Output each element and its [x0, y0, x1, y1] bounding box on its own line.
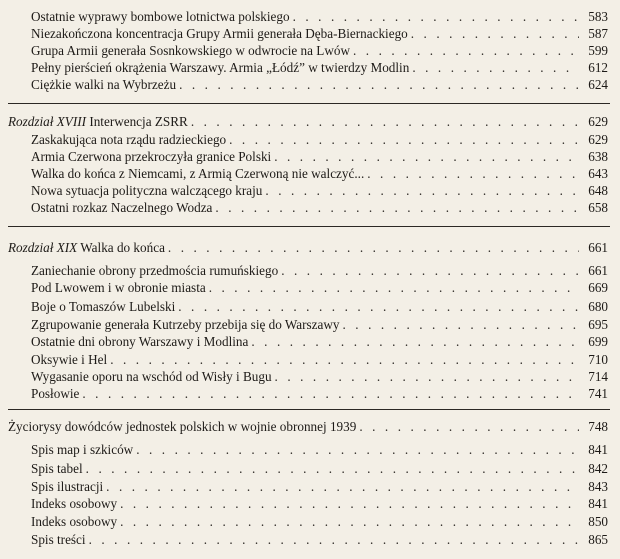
- entry-title: Walka do końca z Niemcami, z Armią Czerwoną nie walczyć...: [31, 165, 367, 182]
- entry-page: 669: [588, 280, 608, 295]
- toc-entry: [0, 460, 620, 477]
- toc-entry: [0, 165, 620, 182]
- chapter-title: Walka do końca: [80, 240, 165, 255]
- entry-title: Nowa sytuacja polityczna walczącego kraju: [31, 182, 265, 199]
- entry-page: 841: [588, 442, 608, 457]
- entry-page: 841: [588, 496, 608, 511]
- toc-entry: [0, 199, 620, 216]
- toc-entry: [0, 333, 620, 350]
- entry-title: Ostatni rozkaz Naczelnego Wodza: [31, 199, 215, 216]
- toc-entry: [0, 298, 620, 315]
- entry-page: 638: [588, 149, 608, 164]
- leader-dots: [86, 460, 579, 477]
- leader-dots: [412, 59, 579, 76]
- entry-title: Ostatnie wyprawy bombowe lotnictwa polskiego: [31, 8, 293, 25]
- toc-entry: [0, 316, 620, 333]
- leader-dots: [106, 478, 579, 495]
- entry-page: 648: [588, 183, 608, 198]
- leader-dots: [275, 368, 579, 385]
- toc-entry: [0, 76, 620, 93]
- leader-dots: [251, 333, 579, 350]
- toc-entry: [0, 262, 620, 279]
- leader-dots: [411, 25, 579, 42]
- entry-title: Zaniechanie obrony przedmościa rumuńskiego: [31, 262, 281, 279]
- toc-entry: [0, 131, 620, 148]
- entry-page: 612: [588, 60, 608, 75]
- entry-page: 643: [588, 166, 608, 181]
- toc-entry: [0, 25, 620, 42]
- leader-dots: [215, 199, 579, 216]
- chapter-page: 629: [588, 114, 608, 129]
- section-divider: [8, 409, 610, 410]
- toc-entry: [0, 8, 620, 25]
- leader-dots: [274, 148, 579, 165]
- entry-title: Oksywie i Hel: [31, 351, 110, 368]
- chapter-label: Rozdział XIX: [8, 240, 78, 255]
- chapter-title: Interwencja ZSRR: [89, 114, 188, 129]
- entry-title: Spis ilustracji: [31, 478, 106, 495]
- entry-title: Indeks osobowy: [31, 513, 120, 530]
- entry-page: 658: [588, 200, 608, 215]
- entry-title: Pod Lwowem i w obronie miasta: [31, 279, 209, 296]
- chapter-heading: [0, 239, 620, 256]
- leader-dots: [191, 113, 579, 130]
- chapter-page: 661: [588, 240, 608, 255]
- entry-title: Wygasanie oporu na wschód od Wisły i Bugu: [31, 368, 275, 385]
- leader-dots: [353, 42, 579, 59]
- toc-entry: [0, 385, 620, 402]
- leader-dots: [229, 131, 579, 148]
- chapter-heading: [0, 418, 620, 435]
- leader-dots: [89, 531, 579, 548]
- entry-title: Indeks osobowy: [31, 495, 120, 512]
- entry-title: Armia Czerwona przekroczyła granice Polski: [31, 148, 274, 165]
- entry-title: Posłowie: [31, 385, 82, 402]
- toc-entry: [0, 478, 620, 495]
- leader-dots: [178, 298, 579, 315]
- toc-entry: [0, 513, 620, 530]
- leader-dots: [82, 385, 579, 402]
- entry-page: 741: [588, 386, 608, 401]
- entry-page: 865: [588, 532, 608, 547]
- toc-entry: [0, 279, 620, 296]
- entry-title: Ciężkie walki na Wybrzeżu: [31, 76, 179, 93]
- section-divider: [8, 103, 610, 104]
- entry-page: 843: [588, 479, 608, 494]
- entry-page: 714: [588, 369, 608, 384]
- entry-title: Spis treści: [31, 531, 89, 548]
- leader-dots: [136, 441, 579, 458]
- toc-entry: [0, 495, 620, 512]
- entry-title: Pełny pierścień okrążenia Warszawy. Armia „Łódź” w twierdzy Modlin: [31, 59, 412, 76]
- entry-title: Ostatnie dni obrony Warszawy i Modlina: [31, 333, 251, 350]
- section-divider: [8, 226, 610, 227]
- toc-entry: [0, 351, 620, 368]
- leader-dots: [367, 165, 579, 182]
- entry-title: Spis map i szkiców: [31, 441, 136, 458]
- toc-entry: [0, 531, 620, 548]
- entry-page: 699: [588, 334, 608, 349]
- entry-title: Boje o Tomaszów Lubelski: [31, 298, 178, 315]
- entry-page: 583: [588, 9, 608, 24]
- leader-dots: [168, 239, 579, 256]
- toc-entry: [0, 148, 620, 165]
- toc-entry: [0, 59, 620, 76]
- entry-page: 680: [588, 299, 608, 314]
- leader-dots: [179, 76, 579, 93]
- entry-page: 710: [588, 352, 608, 367]
- entry-page: 587: [588, 26, 608, 41]
- entry-page: 842: [588, 461, 608, 476]
- leader-dots: [209, 279, 579, 296]
- entry-title: Spis tabel: [31, 460, 86, 477]
- chapter-label: Rozdział XVIII: [8, 114, 87, 129]
- leader-dots: [265, 182, 579, 199]
- entry-page: 695: [588, 317, 608, 332]
- entry-title: Zgrupowanie generała Kutrzeby przebija się do Warszawy: [31, 316, 342, 333]
- toc-entry: [0, 182, 620, 199]
- leader-dots: [342, 316, 579, 333]
- entry-title: Niezakończona koncentracja Grupy Armii generała Dęba-Biernackiego: [31, 25, 411, 42]
- entry-page: 629: [588, 132, 608, 147]
- toc-entry: [0, 42, 620, 59]
- chapter-page: 748: [588, 419, 608, 434]
- toc-entry: [0, 441, 620, 458]
- leader-dots: [120, 513, 579, 530]
- entry-page: 850: [588, 514, 608, 529]
- toc-entry: [0, 368, 620, 385]
- entry-page: 624: [588, 77, 608, 92]
- leader-dots: [120, 495, 579, 512]
- entry-page: 599: [588, 43, 608, 58]
- leader-dots: [110, 351, 579, 368]
- leader-dots: [293, 8, 579, 25]
- leader-dots: [359, 418, 579, 435]
- leader-dots: [281, 262, 579, 279]
- entry-title: Zaskakująca nota rządu radzieckiego: [31, 131, 229, 148]
- entry-title: Grupa Armii generała Sosnkowskiego w odwrocie na Lwów: [31, 42, 353, 59]
- chapter-heading: [0, 113, 620, 130]
- chapter-title: Życiorysy dowódców jednostek polskich w wojnie obronnej 1939: [8, 419, 357, 434]
- entry-page: 661: [588, 263, 608, 278]
